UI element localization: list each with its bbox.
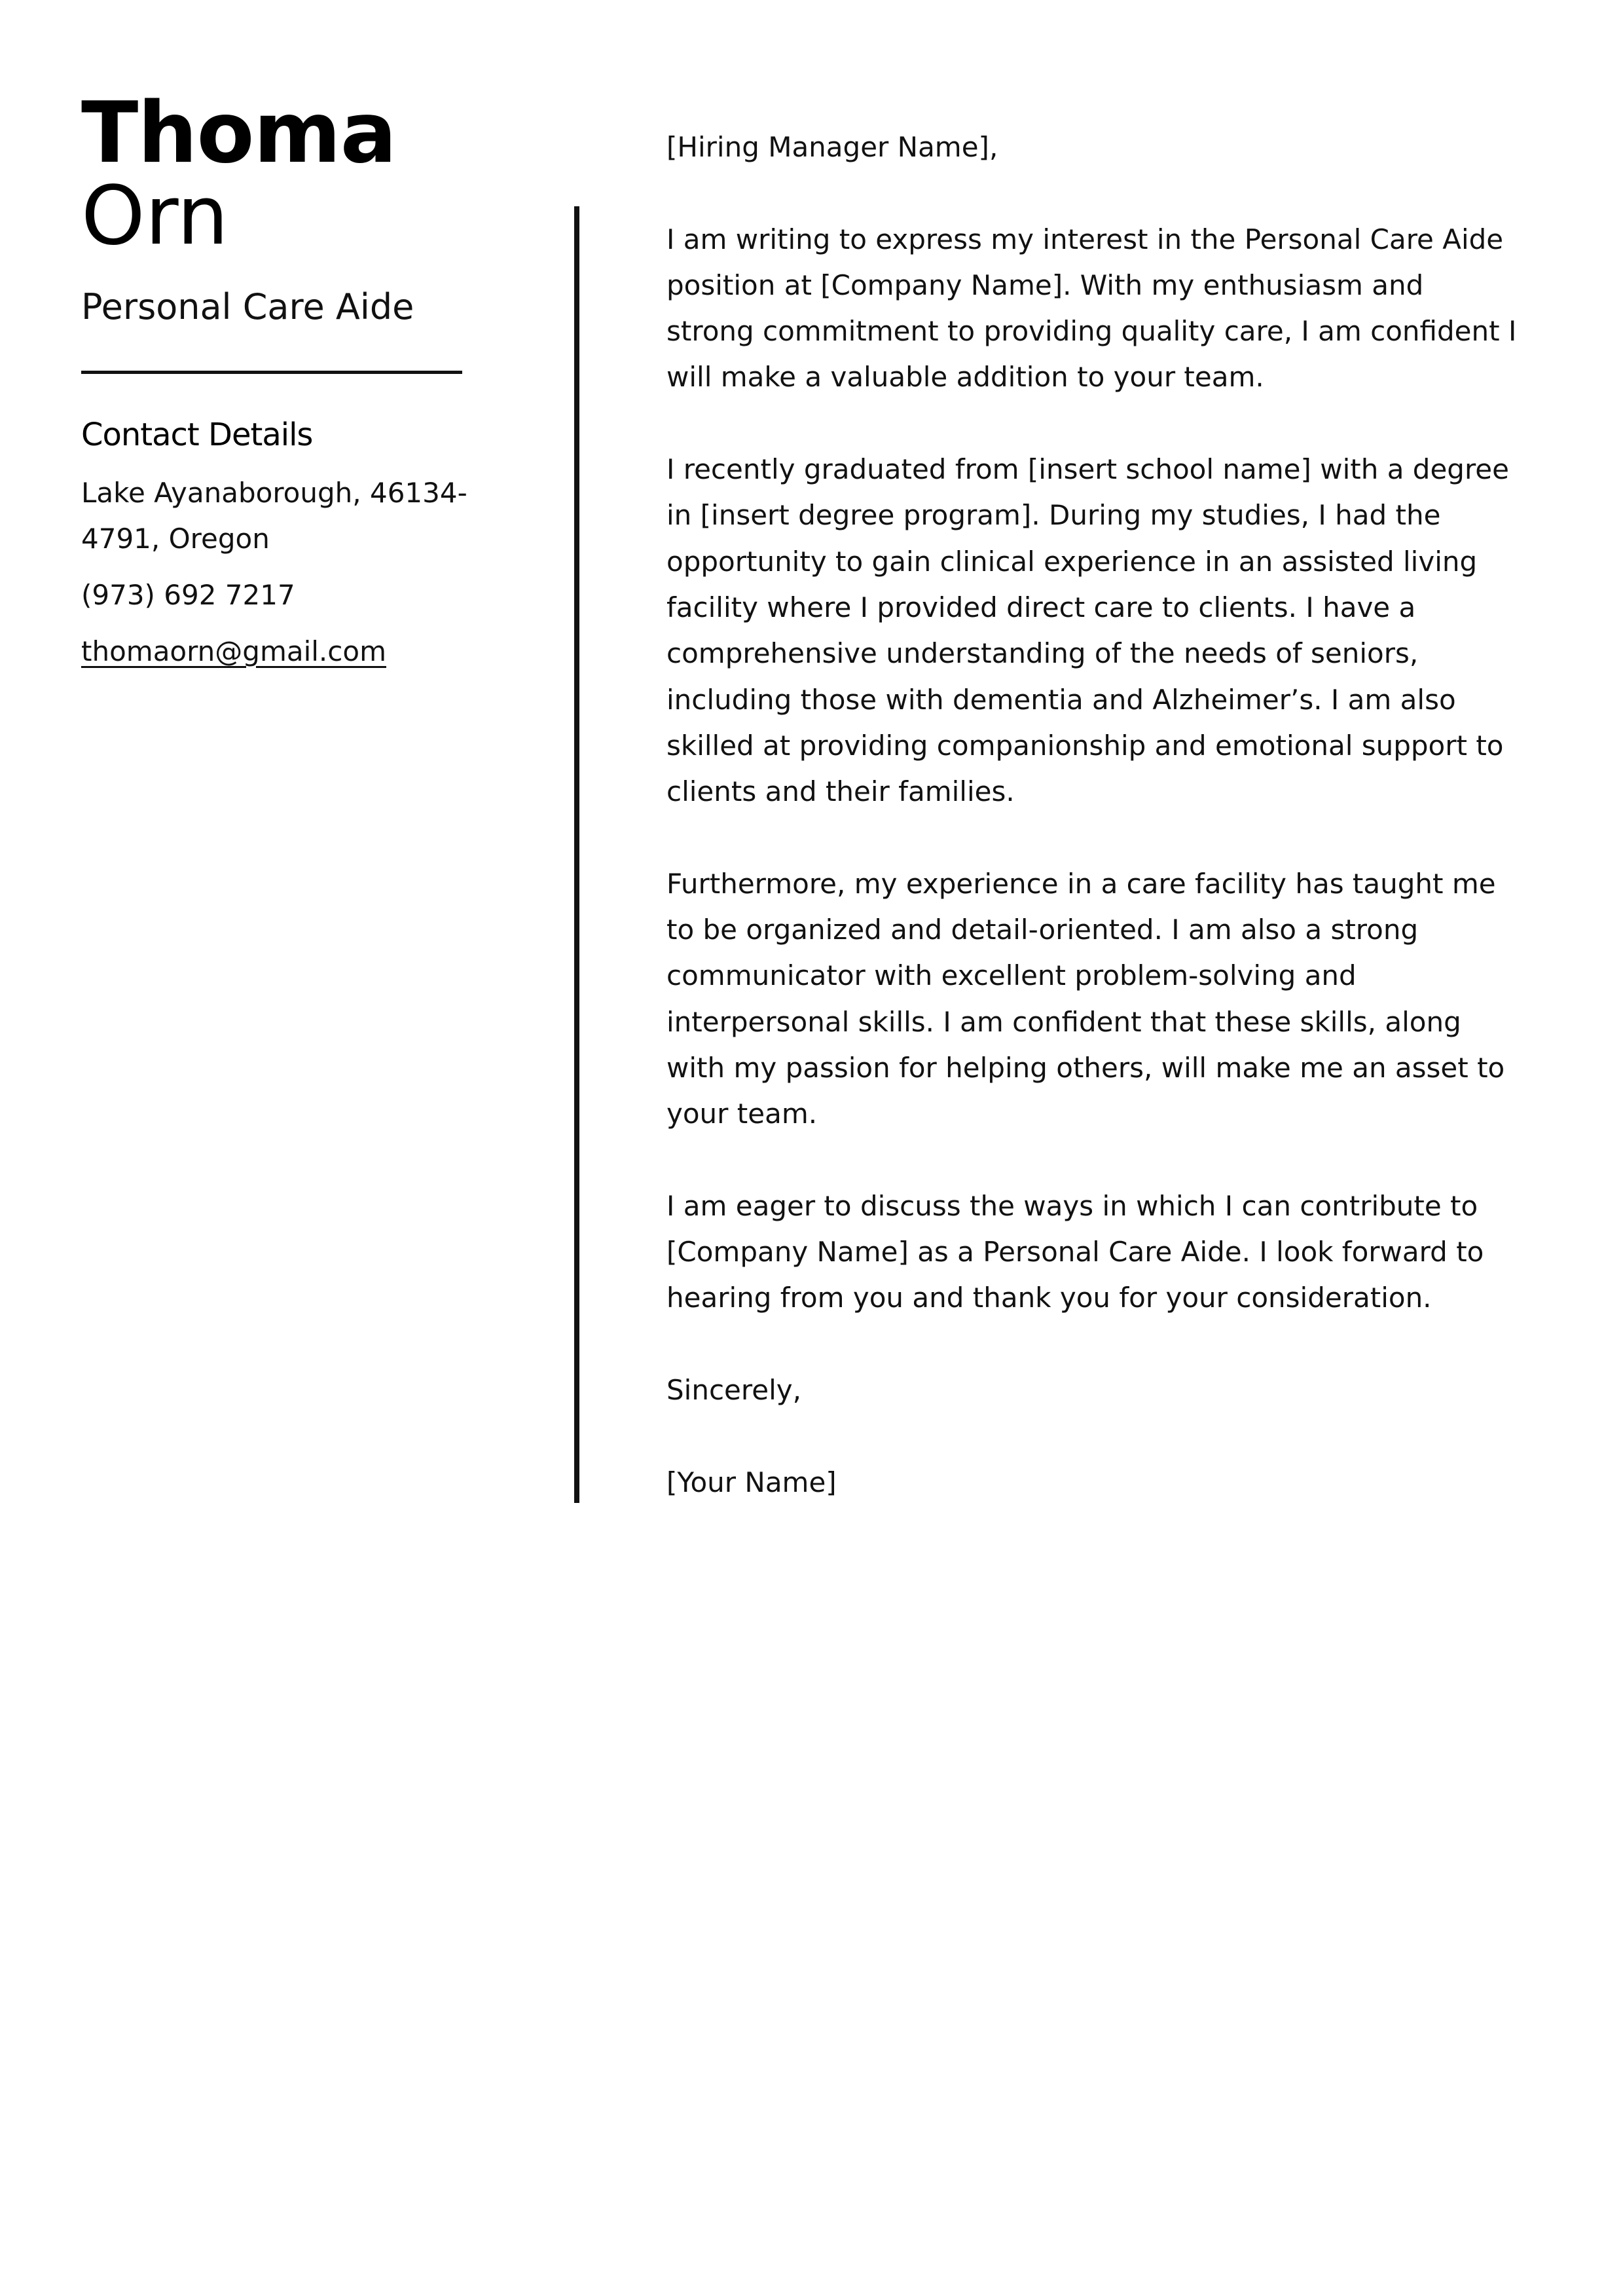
letter-paragraph: I am eager to discuss the ways in which I can contribute to [Company Name] as a Personal Care Aide. I look forward to hearing from you and thank you for your consideration. [666, 1189, 1484, 1314]
letter-signature: [Your Name] [666, 1466, 837, 1498]
name-divider [81, 371, 462, 374]
letter-closing: Sincerely, [666, 1374, 801, 1407]
last-name: Orn [81, 169, 228, 263]
letter-paragraph: I recently graduated from [insert school name] with a degree in [insert degree program]. During my studies, I had the opportunity to gain clinical experience in an assisted living facility where I provided direct care to clients. I have a comprehensive understanding of the needs of seniors, including those with dementia and Alzheimer’s. I am also skilled at providing companionship and emotional support to clients and their families. [666, 453, 1509, 808]
contact-details-heading: Contact Details [81, 417, 313, 453]
letter-paragraph: I am writing to express my interest in the Personal Care Aide position at [Company Name]. With my enthusiasm and strong commitment to providing quality care, I am confident I will make a valuable addition to your team. [666, 223, 1517, 394]
contact-details-section [81, 414, 487, 685]
name-block [81, 84, 474, 330]
letter-salutation: [Hiring Manager Name], [666, 131, 998, 163]
letter-body [666, 124, 1518, 1551]
contact-address: Lake Ayanaborough, 46134-4791, Oregon [81, 477, 467, 555]
job-title: Personal Care Aide [81, 286, 414, 327]
vertical-divider [574, 206, 579, 1503]
contact-email-link[interactable]: thomaorn@gmail.com [81, 635, 386, 667]
letter-paragraph: Furthermore, my experience in a care facility has taught me to be organized and detail-oriented. I am also a strong communicator with excellent problem-solving and interpersonal skills. I am confident that these skills, along with my passion for helping others, will make me an asset to your team. [666, 867, 1505, 1130]
first-name: Thoma [81, 84, 397, 182]
contact-phone: (973) 692 7217 [81, 579, 295, 611]
